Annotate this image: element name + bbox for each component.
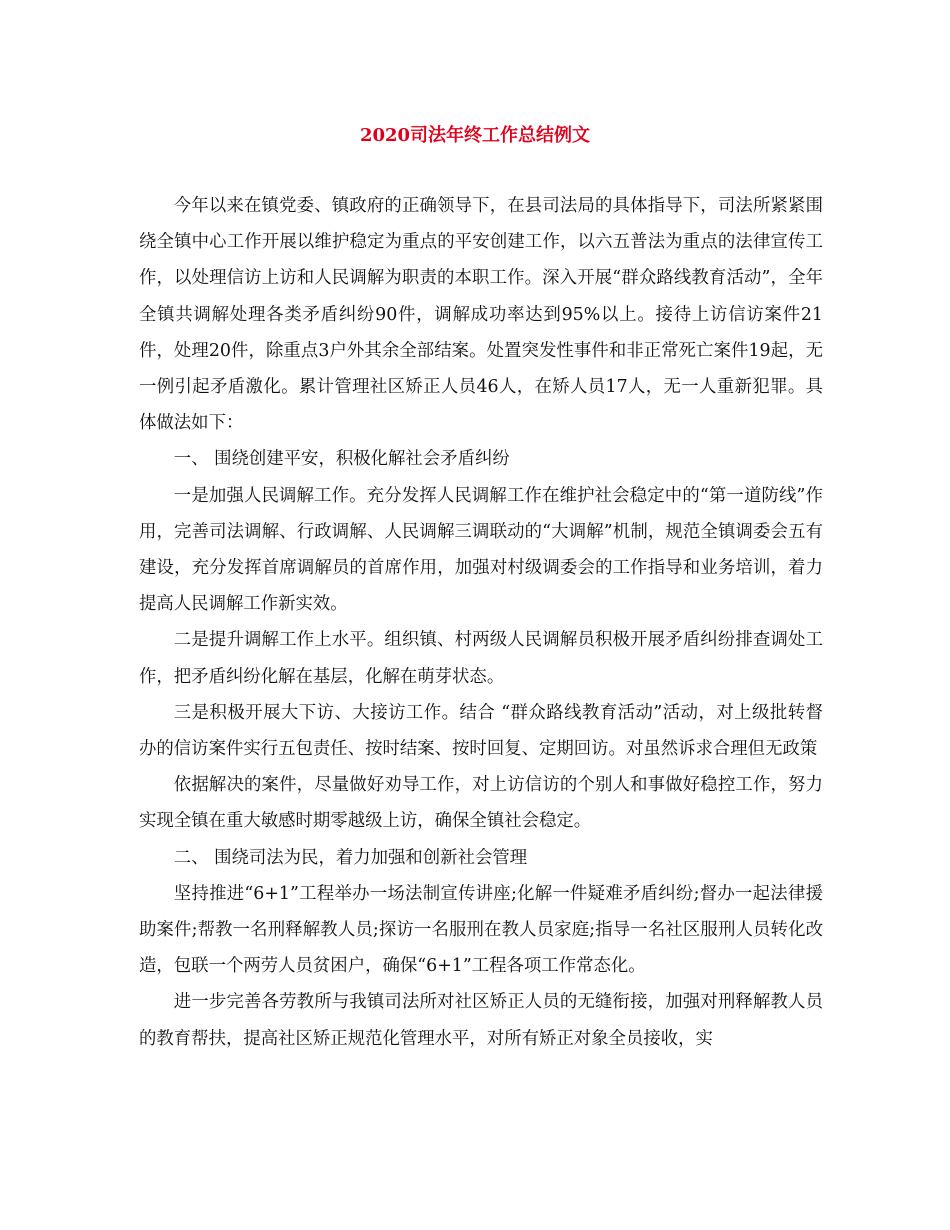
paragraph-stability: 依据解决的案件，尽量做好劝导工作，对上访信访的个别人和事做好稳控工作，努力实现全镇在重大敏感时期零越级上访，确保全镇社会稳定。 xyxy=(139,775,823,832)
paragraph-six-plus-one: 坚持推进“6+1”工程举办一场法制宣传讲座;化解一件疑难矛盾纠纷;督办一起法律援助案件;帮教一名刑释解教人员;探访一名服刑在教人员家庭;指导一名社区服刑人员转化改造，包联一个两劳人员贫困户，确保“6+1”工程各项工作常态化。 xyxy=(139,883,823,977)
paragraph-community-correction: 进一步完善各劳教所与我镇司法所对社区矫正人员的无缝衔接，加强对刑释解教人员的教育帮扶，提高社区矫正规范化管理水平，对所有矫正对象全员接收，实 xyxy=(139,992,823,1049)
section-heading-1: 一、 围绕创建平安，积极化解社会矛盾纠纷 xyxy=(173,449,510,470)
paragraph-improve-mediation: 二是提升调解工作上水平。组织镇、村两级人民调解员积极开展矛盾纠纷排查调处工作，把矛盾纠纷化解在基层，化解在萌芽状态。 xyxy=(139,630,823,687)
section-heading-2: 二、 围绕司法为民，着力加强和创新社会管理 xyxy=(173,847,528,868)
paragraph-mediation: 一是加强人民调解工作。充分发挥人民调解工作在维护社会稳定中的“第一道防线”作用，完善司法调解、行政调解、人民调解三调联动的“大调解”机制，规范全镇调委会五有建设，充分发挥首席调解员的首席作用，加强对村级调委会的工作指导和业务培训，着力提高人民调解工作新实效。 xyxy=(139,485,823,615)
document-title: 2020司法年终工作总结例文 xyxy=(359,125,591,146)
paragraph-visits: 三是积极开展大下访、大接访工作。结合 “群众路线教育活动”活动，对上级批转督办的信访案件实行五包责任、按时结案、按时回复、定期回访。对虽然诉求合理但无政策 xyxy=(139,702,823,760)
paragraph-intro: 今年以来在镇党委、镇政府的正确领导下，在县司法局的具体指导下，司法所紧紧围绕全镇中心工作开展以维护稳定为重点的平安创建工作，以六五普法为重点的法律宣传工作，以处理信访上访和人民调解为职责的本职工作。深入开展“群众路线教育活动”，全年全镇共调解处理各类矛盾纠纷90件，调解成功率达到95%以上。接待上访信访案件21件，处理20件，除重点3户外其余全部结案。处置突发性事件和非正常死亡案件19起，无一例引起矛盾激化。累计管理社区矫正人员46人，在矫人员17人，无一人重新犯罪。具体做法如下： xyxy=(139,196,823,434)
document-body xyxy=(139,188,823,1057)
